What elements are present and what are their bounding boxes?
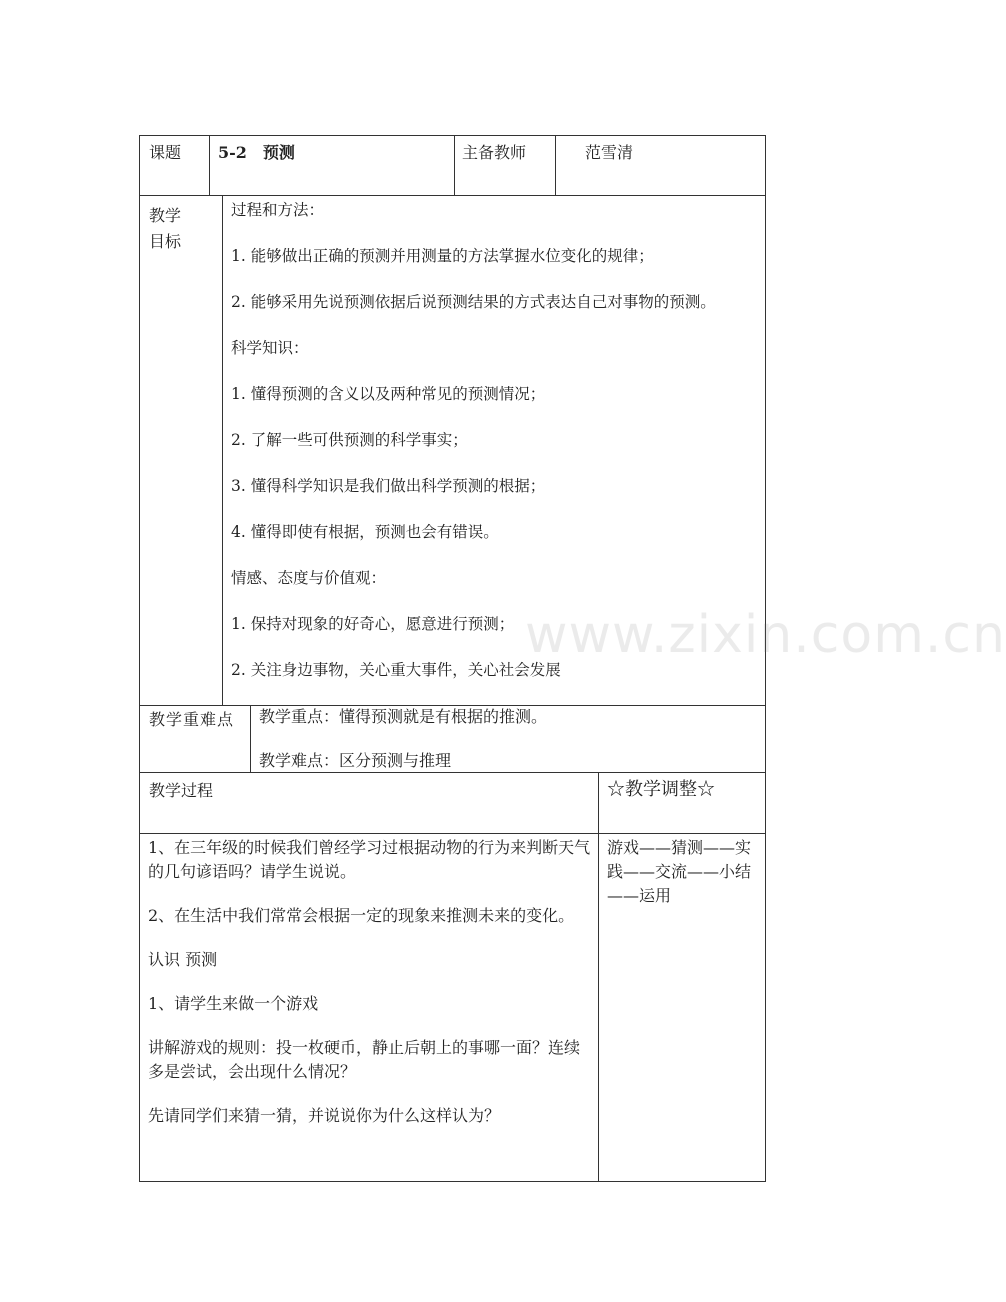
process-item: 认识 预测 bbox=[148, 950, 218, 969]
keypoints-divider bbox=[250, 705, 251, 772]
process-header-bottom bbox=[139, 833, 766, 834]
process-item: 1、在三年级的时候我们曾经学习过根据动物的行为来判断天气的几句谚语吗？请学生说说。 bbox=[148, 838, 591, 881]
objectives-label bbox=[149, 203, 181, 255]
process-content bbox=[148, 836, 592, 1128]
topic-label: 课题 bbox=[149, 143, 182, 162]
objective-heading-process: 过程和方法： bbox=[231, 201, 325, 219]
objective-item: 3. 懂得科学知识是我们做出科学预测的根据； bbox=[231, 477, 546, 495]
topic-value: 5-2 预测 bbox=[218, 143, 295, 162]
process-item: 讲解游戏的规则：投一枚硬币，静止后朝上的事哪一面？连续多是尝试，会出现什么情况？ bbox=[148, 1038, 581, 1081]
header-divider-2 bbox=[454, 135, 455, 195]
keypoints-difficulty: 教学难点：区分预测与推理 bbox=[259, 751, 452, 770]
objectives-divider bbox=[222, 195, 223, 705]
objective-item: 1. 保持对现象的好奇心，愿意进行预测； bbox=[231, 615, 515, 633]
objective-item: 2. 能够采用先说预测依据后说预测结果的方式表达自己对事物的预测。 bbox=[231, 293, 716, 311]
objective-heading-knowledge: 科学知识： bbox=[231, 339, 309, 357]
adjustment-content: 游戏——猜测——实践——交流——小结——运用 bbox=[607, 838, 752, 905]
teacher-label: 主备教师 bbox=[462, 143, 527, 162]
adjustment-label: ☆教学调整☆ bbox=[607, 779, 715, 800]
header-divider-1 bbox=[209, 135, 210, 195]
objectives-label-line2: 目标 bbox=[149, 232, 182, 251]
objectives-label-line1: 教学 bbox=[149, 206, 182, 225]
table-bottom-border bbox=[139, 1181, 766, 1182]
process-item: 2、在生活中我们常常会根据一定的现象来推测未来的变化。 bbox=[148, 906, 575, 925]
objective-heading-attitude: 情感、态度与价值观： bbox=[231, 569, 387, 587]
objective-item: 1. 能够做出正确的预测并用测量的方法掌握水位变化的规律； bbox=[231, 247, 654, 265]
keypoints-row-bottom bbox=[139, 772, 766, 773]
process-item: 先请同学们来猜一猜，并说说你为什么这样认为？ bbox=[148, 1106, 501, 1125]
header-divider-3 bbox=[555, 135, 556, 195]
objective-item: 2. 了解一些可供预测的科学事实； bbox=[231, 431, 468, 449]
keypoints-focus: 教学重点：懂得预测就是有根据的推测。 bbox=[259, 707, 548, 726]
process-divider bbox=[598, 772, 599, 1182]
table-left-border bbox=[139, 135, 140, 1182]
objective-item: 4. 懂得即使有根据，预测也会有错误。 bbox=[231, 523, 499, 541]
process-label: 教学过程 bbox=[149, 781, 214, 800]
table-top-border bbox=[139, 135, 766, 136]
header-row-bottom bbox=[139, 195, 766, 196]
watermark: www.zixin.com.cn bbox=[525, 605, 1006, 665]
objective-item: 2. 关注身边事物，关心重大事件，关心社会发展 bbox=[231, 661, 561, 679]
teacher-name: 范雪清 bbox=[585, 143, 634, 162]
process-item: 1、请学生来做一个游戏 bbox=[148, 994, 319, 1013]
objective-item: 1. 懂得预测的含义以及两种常见的预测情况； bbox=[231, 385, 546, 403]
keypoints-label: 教学重难点 bbox=[149, 710, 235, 729]
